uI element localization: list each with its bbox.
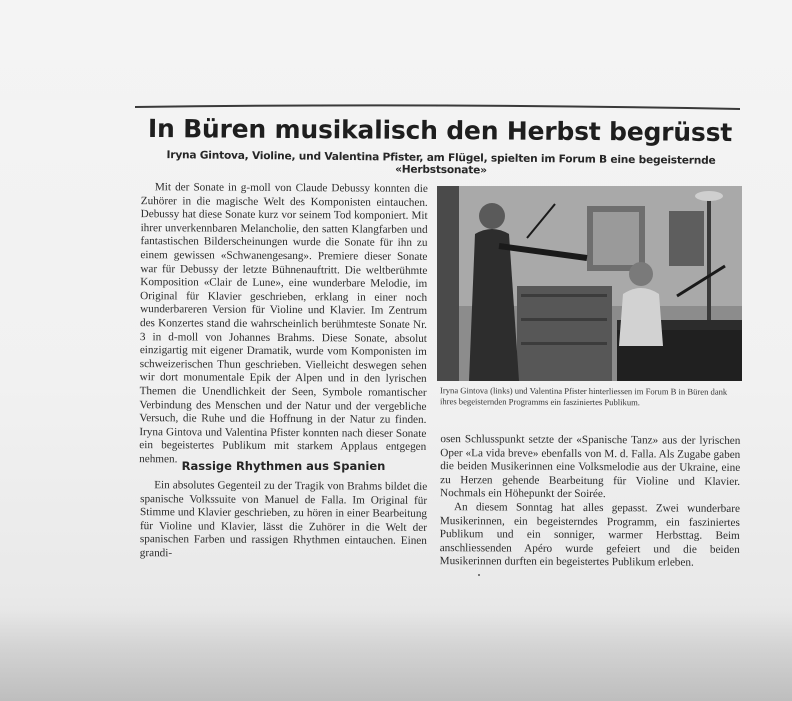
photo-caption: Iryna Gintova (links) und Valentina Pfister hinterliessen im Forum B in Büren dank ihres begeisternden Programms ein fasziniertes Publikum. bbox=[439, 385, 728, 407]
print-speck bbox=[478, 574, 480, 576]
section-paragraph: Ein absolutes Gegenteil zu der Tragik von Brahms bildet die spanische Volkssuite von Manuel de Falla. Im Original für Stimme und Klavier geschrieben, zu hören in einer Bearbeitung für Violine und Klavier, lässt die Zuhörer in die Welt der spanischen Farben und rassigen Rhythmen eintauchen. Einen grandi- bbox=[139, 479, 428, 560]
headline-rule bbox=[135, 104, 740, 114]
article-column-left bbox=[139, 181, 428, 468]
section-heading: Rassige Rhythmen aus Spanien bbox=[181, 459, 386, 473]
article-column-right bbox=[440, 433, 741, 571]
article-column-left-bottom bbox=[140, 479, 427, 562]
concert-photo bbox=[437, 186, 742, 381]
intro-paragraph: Mit der Sonate in g-moll von Claude Debussy konnten die Zuhörer in die magische Welt des Komponisten eintauchen. Debussy hat diese Sonate kurz vor seinem Tod komponiert. Mit ihrer unverkennbaren Melancholie, den satten Klangfarben und fantastischen Bilderscheinungen wurde die Sonate für ihn zu einem gewissen «Schwanengesang». Premiere dieser Sonate war für Debussy der letzte Bühnenauftritt. Die weltberühmte Komposition «Clair de Lune», eine wunderbare Melodie, im Original für Klavier geschrieben, erklang in einer noch wunderbareren Version für Violine und Klavier. Im Zentrum des Konzertes stand die wahrscheinlich berühmteste Sonate Nr. 3 in d-moll von Johannes Brahms. Diese Sonate, absolut einzigartig mit eigener Dramatik, wurde vom Komponisten im schweizerischen Thun geschrieben. Vielleicht deswegen sehen wir dort monumentale Epik der Alpen und in den lyrischen Themen die Unendlichkeit der Seen, Symbole romantischer Verbindung des Menschen und der Natur und der vergebliche Versuch, die Ruhe und die Hoffnung in der Natur zu finden. Iryna Gintova und Valentina Pfister konnten nach dieser Sonate ein begeistertes Publikum mit starkem Applaus entgegen nehmen. bbox=[139, 181, 428, 466]
article-subheadline: Iryna Gintova, Violine, und Valentina Pfister, am Flügel, spielten im Forum B eine begeisternde «Herbstsonate» bbox=[166, 149, 716, 177]
concert-photo-image bbox=[437, 186, 742, 381]
article-headline: In Büren musikalisch den Herbst begrüsst bbox=[147, 113, 733, 148]
right-paragraph-2: An diesem Sonntag hat alles gepasst. Zwei wunderbare Musikerinnen, ein begeisterndes Programm, ein fasziniertes Publikum und ein sonniger, warmer Herbsttag. Beim anschliessenden Apéro wurde gefeiert und die beiden Musikerinnen durften ein begeistertes Publikum erleben. bbox=[439, 501, 740, 569]
page-shadow bbox=[0, 610, 792, 701]
right-paragraph-1: osen Schlusspunkt setzte der «Spanische Tanz» aus der lyrischen Oper «La vida breve» ebenfalls von M. d. Falla. Als Zugabe gaben die beiden Musikerinnen eine Volksmelodie aus der Ukraine, eine zu Herzen gehende Bearbeitung für Violine und Klavier. Nochmals ein Höhepunkt der Soirée. bbox=[440, 433, 741, 501]
